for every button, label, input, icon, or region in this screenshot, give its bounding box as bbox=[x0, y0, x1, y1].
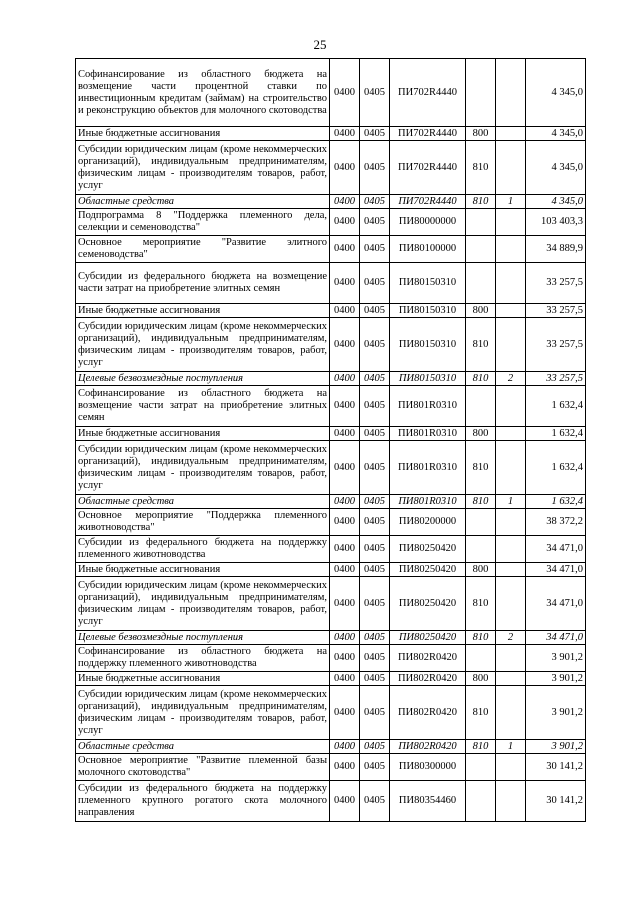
row-subsection-code-cell: 0405 bbox=[360, 563, 390, 577]
row-expense-type-cell: 810 bbox=[466, 577, 496, 631]
row-expense-type-cell: 810 bbox=[466, 318, 496, 372]
row-source-cell bbox=[496, 209, 526, 236]
row-subsection-code-cell: 0405 bbox=[360, 645, 390, 672]
row-section-code-cell: 0400 bbox=[330, 441, 360, 495]
row-subsection-code-cell: 0405 bbox=[360, 318, 390, 372]
table-row bbox=[76, 577, 586, 631]
row-expense-type-cell: 810 bbox=[466, 195, 496, 209]
row-amount-cell: 3 901,2 bbox=[526, 686, 586, 740]
row-amount-cell: 38 372,2 bbox=[526, 509, 586, 536]
row-section-code-cell: 0400 bbox=[330, 754, 360, 781]
row-amount-cell: 1 632,4 bbox=[526, 386, 586, 427]
table-row bbox=[76, 563, 586, 577]
table-row bbox=[76, 318, 586, 372]
row-source-cell bbox=[496, 577, 526, 631]
table-row bbox=[76, 631, 586, 645]
row-subsection-code-cell: 0405 bbox=[360, 304, 390, 318]
table-row bbox=[76, 127, 586, 141]
row-section-code-cell: 0400 bbox=[330, 127, 360, 141]
row-expense-type-cell: 800 bbox=[466, 304, 496, 318]
row-target-article-cell: ПИ802R0420 bbox=[390, 645, 466, 672]
row-target-article-cell: ПИ802R0420 bbox=[390, 672, 466, 686]
row-expense-type-cell bbox=[466, 59, 496, 127]
row-target-article-cell: ПИ80150310 bbox=[390, 304, 466, 318]
row-amount-cell: 30 141,2 bbox=[526, 781, 586, 822]
row-expense-type-cell: 810 bbox=[466, 686, 496, 740]
table-row bbox=[76, 59, 586, 127]
row-expense-type-cell bbox=[466, 781, 496, 822]
row-expense-type-cell bbox=[466, 754, 496, 781]
row-expense-type-cell bbox=[466, 509, 496, 536]
row-source-cell bbox=[496, 318, 526, 372]
row-name-cell: Софинансирование из областного бюджета на возмещение части процентной ставки по инвестиционным кредитам (займам) на строительство и реконструкцию объектов для молочного скотоводства bbox=[76, 59, 330, 127]
row-amount-cell: 30 141,2 bbox=[526, 754, 586, 781]
row-amount-cell: 4 345,0 bbox=[526, 195, 586, 209]
row-source-cell bbox=[496, 386, 526, 427]
row-expense-type-cell: 800 bbox=[466, 127, 496, 141]
row-target-article-cell: ПИ801R0310 bbox=[390, 427, 466, 441]
row-expense-type-cell: 810 bbox=[466, 495, 496, 509]
row-name-cell: Субсидии юридическим лицам (кроме некоммерческих организаций), индивидуальным предпринимателям, физическим лицам - производителям товаров, работ, услуг bbox=[76, 141, 330, 195]
row-name-cell: Иные бюджетные ассигнования bbox=[76, 127, 330, 141]
row-target-article-cell: ПИ80100000 bbox=[390, 236, 466, 263]
table-row bbox=[76, 645, 586, 672]
row-subsection-code-cell: 0405 bbox=[360, 127, 390, 141]
row-source-cell bbox=[496, 672, 526, 686]
row-section-code-cell: 0400 bbox=[330, 263, 360, 304]
row-source-cell: 1 bbox=[496, 195, 526, 209]
row-subsection-code-cell: 0405 bbox=[360, 577, 390, 631]
row-source-cell bbox=[496, 127, 526, 141]
row-section-code-cell: 0400 bbox=[330, 631, 360, 645]
row-expense-type-cell bbox=[466, 645, 496, 672]
row-amount-cell: 4 345,0 bbox=[526, 127, 586, 141]
row-name-cell: Основное мероприятие "Развитие племенной базы молочного скотоводства" bbox=[76, 754, 330, 781]
row-amount-cell: 34 889,9 bbox=[526, 236, 586, 263]
row-name-cell: Софинансирование из областного бюджета на возмещение части затрат на приобретение элитных семян bbox=[76, 386, 330, 427]
row-expense-type-cell bbox=[466, 536, 496, 563]
row-section-code-cell: 0400 bbox=[330, 236, 360, 263]
row-subsection-code-cell: 0405 bbox=[360, 386, 390, 427]
row-subsection-code-cell: 0405 bbox=[360, 209, 390, 236]
table-row bbox=[76, 236, 586, 263]
row-name-cell: Иные бюджетные ассигнования bbox=[76, 304, 330, 318]
row-name-cell: Целевые безвозмездные поступления bbox=[76, 372, 330, 386]
row-expense-type-cell bbox=[466, 263, 496, 304]
row-name-cell: Софинансирование из областного бюджета на поддержку племенного животноводства bbox=[76, 645, 330, 672]
row-expense-type-cell: 810 bbox=[466, 441, 496, 495]
row-source-cell bbox=[496, 536, 526, 563]
row-name-cell: Иные бюджетные ассигнования bbox=[76, 672, 330, 686]
row-name-cell: Основное мероприятие "Поддержка племенного животноводства" bbox=[76, 509, 330, 536]
table-row bbox=[76, 209, 586, 236]
row-source-cell bbox=[496, 441, 526, 495]
table-row bbox=[76, 754, 586, 781]
table-row bbox=[76, 386, 586, 427]
row-section-code-cell: 0400 bbox=[330, 672, 360, 686]
row-target-article-cell: ПИ80250420 bbox=[390, 577, 466, 631]
row-source-cell bbox=[496, 686, 526, 740]
row-expense-type-cell: 810 bbox=[466, 141, 496, 195]
table-row bbox=[76, 304, 586, 318]
row-subsection-code-cell: 0405 bbox=[360, 141, 390, 195]
row-name-cell: Областные средства bbox=[76, 740, 330, 754]
row-section-code-cell: 0400 bbox=[330, 645, 360, 672]
row-section-code-cell: 0400 bbox=[330, 195, 360, 209]
table-row bbox=[76, 536, 586, 563]
row-target-article-cell: ПИ802R0420 bbox=[390, 740, 466, 754]
row-amount-cell: 4 345,0 bbox=[526, 141, 586, 195]
row-subsection-code-cell: 0405 bbox=[360, 781, 390, 822]
row-subsection-code-cell: 0405 bbox=[360, 740, 390, 754]
row-source-cell: 2 bbox=[496, 372, 526, 386]
row-expense-type-cell bbox=[466, 236, 496, 263]
row-target-article-cell: ПИ702R4440 bbox=[390, 59, 466, 127]
row-target-article-cell: ПИ702R4440 bbox=[390, 195, 466, 209]
row-section-code-cell: 0400 bbox=[330, 427, 360, 441]
row-amount-cell: 33 257,5 bbox=[526, 304, 586, 318]
row-name-cell: Субсидии из федерального бюджета на поддержку племенного животноводства bbox=[76, 536, 330, 563]
row-source-cell bbox=[496, 645, 526, 672]
row-name-cell: Областные средства bbox=[76, 495, 330, 509]
row-expense-type-cell: 810 bbox=[466, 740, 496, 754]
row-source-cell bbox=[496, 509, 526, 536]
row-expense-type-cell: 800 bbox=[466, 563, 496, 577]
table-row bbox=[76, 195, 586, 209]
row-section-code-cell: 0400 bbox=[330, 372, 360, 386]
table-row bbox=[76, 372, 586, 386]
table-row bbox=[76, 781, 586, 822]
row-subsection-code-cell: 0405 bbox=[360, 372, 390, 386]
row-amount-cell: 33 257,5 bbox=[526, 318, 586, 372]
row-section-code-cell: 0400 bbox=[330, 563, 360, 577]
row-target-article-cell: ПИ80000000 bbox=[390, 209, 466, 236]
row-target-article-cell: ПИ801R0310 bbox=[390, 495, 466, 509]
row-expense-type-cell: 800 bbox=[466, 672, 496, 686]
row-subsection-code-cell: 0405 bbox=[360, 686, 390, 740]
row-amount-cell: 34 471,0 bbox=[526, 631, 586, 645]
row-name-cell: Иные бюджетные ассигнования bbox=[76, 427, 330, 441]
row-amount-cell: 33 257,5 bbox=[526, 263, 586, 304]
row-subsection-code-cell: 0405 bbox=[360, 672, 390, 686]
row-name-cell: Иные бюджетные ассигнования bbox=[76, 563, 330, 577]
table-row bbox=[76, 263, 586, 304]
row-amount-cell: 3 901,2 bbox=[526, 645, 586, 672]
table-row bbox=[76, 427, 586, 441]
budget-table bbox=[75, 58, 586, 822]
row-expense-type-cell: 800 bbox=[466, 427, 496, 441]
row-target-article-cell: ПИ80150310 bbox=[390, 318, 466, 372]
row-target-article-cell: ПИ801R0310 bbox=[390, 386, 466, 427]
table-row bbox=[76, 441, 586, 495]
row-source-cell bbox=[496, 781, 526, 822]
row-source-cell bbox=[496, 427, 526, 441]
row-expense-type-cell bbox=[466, 209, 496, 236]
row-target-article-cell: ПИ80150310 bbox=[390, 263, 466, 304]
row-expense-type-cell bbox=[466, 386, 496, 427]
row-source-cell bbox=[496, 263, 526, 304]
row-subsection-code-cell: 0405 bbox=[360, 509, 390, 536]
row-amount-cell: 1 632,4 bbox=[526, 427, 586, 441]
row-name-cell: Субсидии юридическим лицам (кроме некоммерческих организаций), индивидуальным предпринимателям, физическим лицам - производителям товаров, работ, услуг bbox=[76, 686, 330, 740]
table-row bbox=[76, 740, 586, 754]
row-target-article-cell: ПИ80354460 bbox=[390, 781, 466, 822]
row-source-cell: 1 bbox=[496, 495, 526, 509]
row-name-cell: Субсидии из федерального бюджета на поддержку племенного крупного рогатого скота молочного направления bbox=[76, 781, 330, 822]
row-amount-cell: 1 632,4 bbox=[526, 495, 586, 509]
row-name-cell: Субсидии юридическим лицам (кроме некоммерческих организаций), индивидуальным предпринимателям, физическим лицам - производителям товаров, работ, услуг bbox=[76, 577, 330, 631]
row-target-article-cell: ПИ802R0420 bbox=[390, 686, 466, 740]
row-amount-cell: 34 471,0 bbox=[526, 536, 586, 563]
row-subsection-code-cell: 0405 bbox=[360, 59, 390, 127]
row-source-cell bbox=[496, 59, 526, 127]
row-name-cell: Целевые безвозмездные поступления bbox=[76, 631, 330, 645]
row-source-cell bbox=[496, 236, 526, 263]
row-subsection-code-cell: 0405 bbox=[360, 754, 390, 781]
row-name-cell: Подпрограмма 8 "Поддержка племенного дела, селекции и семеноводства" bbox=[76, 209, 330, 236]
row-section-code-cell: 0400 bbox=[330, 59, 360, 127]
row-section-code-cell: 0400 bbox=[330, 386, 360, 427]
row-name-cell: Субсидии юридическим лицам (кроме некоммерческих организаций), индивидуальным предпринимателям, физическим лицам - производителям товаров, работ, услуг bbox=[76, 441, 330, 495]
row-source-cell bbox=[496, 141, 526, 195]
row-section-code-cell: 0400 bbox=[330, 686, 360, 740]
row-amount-cell: 103 403,3 bbox=[526, 209, 586, 236]
row-target-article-cell: ПИ702R4440 bbox=[390, 141, 466, 195]
row-expense-type-cell: 810 bbox=[466, 372, 496, 386]
row-section-code-cell: 0400 bbox=[330, 304, 360, 318]
row-subsection-code-cell: 0405 bbox=[360, 441, 390, 495]
row-name-cell: Областные средства bbox=[76, 195, 330, 209]
row-subsection-code-cell: 0405 bbox=[360, 536, 390, 563]
row-amount-cell: 33 257,5 bbox=[526, 372, 586, 386]
row-expense-type-cell: 810 bbox=[466, 631, 496, 645]
row-target-article-cell: ПИ80250420 bbox=[390, 563, 466, 577]
row-subsection-code-cell: 0405 bbox=[360, 495, 390, 509]
row-subsection-code-cell: 0405 bbox=[360, 631, 390, 645]
row-amount-cell: 34 471,0 bbox=[526, 563, 586, 577]
row-source-cell bbox=[496, 563, 526, 577]
row-section-code-cell: 0400 bbox=[330, 740, 360, 754]
row-target-article-cell: ПИ80300000 bbox=[390, 754, 466, 781]
row-target-article-cell: ПИ80200000 bbox=[390, 509, 466, 536]
row-source-cell: 2 bbox=[496, 631, 526, 645]
page-number: 25 bbox=[313, 37, 327, 52]
row-section-code-cell: 0400 bbox=[330, 577, 360, 631]
row-amount-cell: 34 471,0 bbox=[526, 577, 586, 631]
row-subsection-code-cell: 0405 bbox=[360, 236, 390, 263]
row-name-cell: Основное мероприятие "Развитие элитного семеноводства" bbox=[76, 236, 330, 263]
table-row bbox=[76, 672, 586, 686]
table-row bbox=[76, 686, 586, 740]
table-body bbox=[76, 59, 586, 822]
row-section-code-cell: 0400 bbox=[330, 536, 360, 563]
table-row bbox=[76, 141, 586, 195]
row-section-code-cell: 0400 bbox=[330, 781, 360, 822]
row-source-cell: 1 bbox=[496, 740, 526, 754]
row-section-code-cell: 0400 bbox=[330, 209, 360, 236]
row-name-cell: Субсидии из федерального бюджета на возмещение части затрат на приобретение элитных семян bbox=[76, 263, 330, 304]
row-section-code-cell: 0400 bbox=[330, 495, 360, 509]
row-target-article-cell: ПИ801R0310 bbox=[390, 441, 466, 495]
row-amount-cell: 3 901,2 bbox=[526, 740, 586, 754]
row-amount-cell: 4 345,0 bbox=[526, 59, 586, 127]
row-source-cell bbox=[496, 754, 526, 781]
row-target-article-cell: ПИ702R4440 bbox=[390, 127, 466, 141]
row-source-cell bbox=[496, 304, 526, 318]
row-target-article-cell: ПИ80150310 bbox=[390, 372, 466, 386]
row-subsection-code-cell: 0405 bbox=[360, 263, 390, 304]
row-target-article-cell: ПИ80250420 bbox=[390, 536, 466, 563]
row-name-cell: Субсидии юридическим лицам (кроме некоммерческих организаций), индивидуальным предпринимателям, физическим лицам - производителям товаров, работ, услуг bbox=[76, 318, 330, 372]
row-target-article-cell: ПИ80250420 bbox=[390, 631, 466, 645]
row-amount-cell: 3 901,2 bbox=[526, 672, 586, 686]
row-section-code-cell: 0400 bbox=[330, 141, 360, 195]
row-subsection-code-cell: 0405 bbox=[360, 427, 390, 441]
table-row bbox=[76, 495, 586, 509]
row-section-code-cell: 0400 bbox=[330, 318, 360, 372]
row-amount-cell: 1 632,4 bbox=[526, 441, 586, 495]
table-row bbox=[76, 509, 586, 536]
row-subsection-code-cell: 0405 bbox=[360, 195, 390, 209]
row-section-code-cell: 0400 bbox=[330, 509, 360, 536]
